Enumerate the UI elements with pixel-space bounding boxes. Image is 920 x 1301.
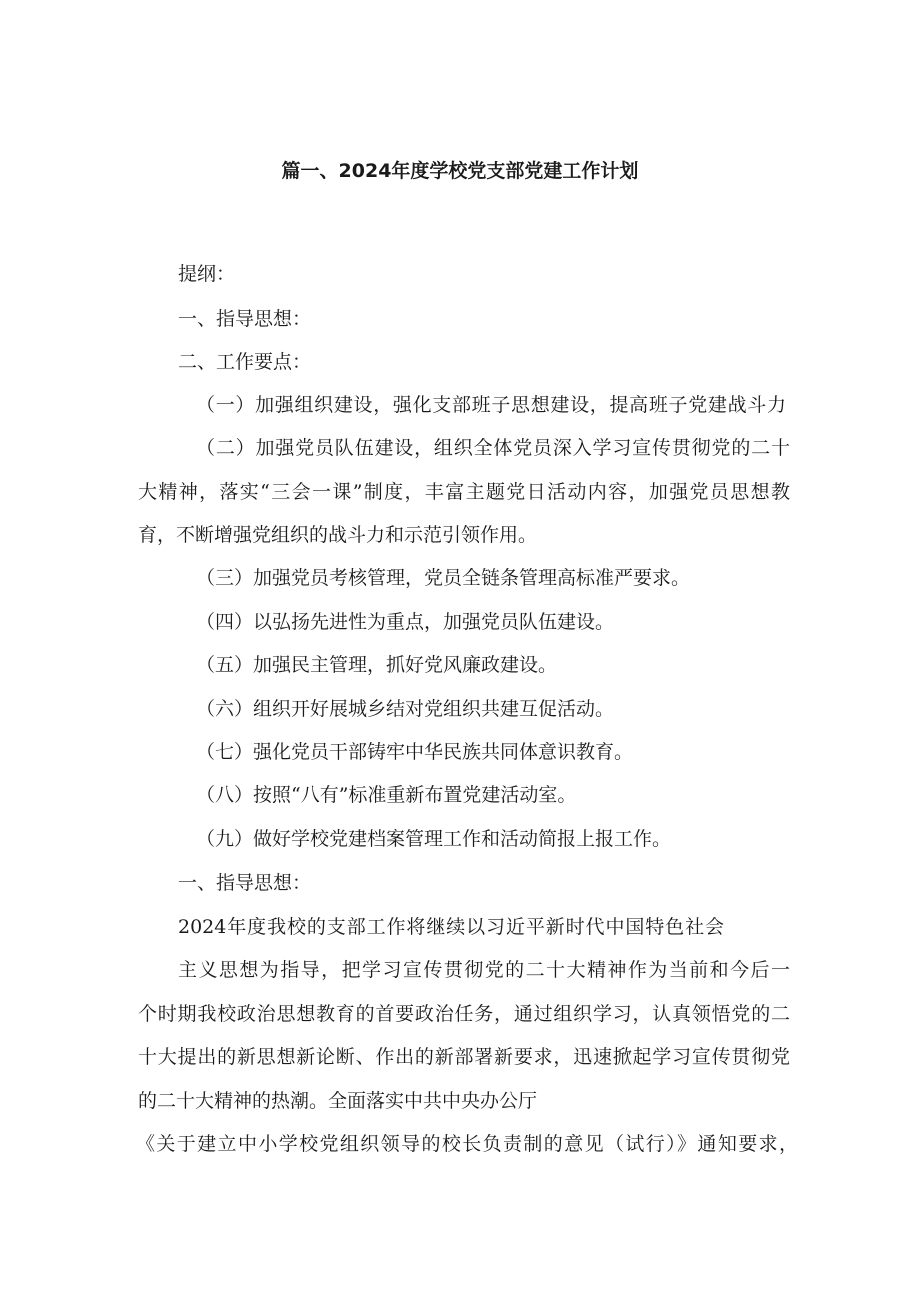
outline-item-9: （九）做好学校党建档案管理工作和活动简报上报工作。	[196, 828, 672, 850]
outline-item-1: （一）加强组织建设，强化支部班子思想建设，提高班子党建战斗力	[196, 394, 786, 416]
section-text-line-3: 个时期我校政治思想教育的首要政治任务，通过组织学习，认真领悟党的二	[138, 1003, 790, 1025]
outline-heading-guiding-thought: 一、指导思想：	[178, 308, 312, 330]
outline-item-2-line-3: 育，不断增强党组织的战斗力和示范引领作用。	[138, 524, 538, 546]
section-heading-guiding-thought: 一、指导思想：	[178, 872, 312, 894]
outline-item-5: （五）加强民主管理，抓好党风廉政建设。	[196, 654, 558, 676]
outline-heading-work-points: 二、工作要点：	[178, 351, 312, 373]
outline-item-3: （三）加强党员考核管理，党员全链条管理高标准严要求。	[196, 567, 691, 589]
section-text-line-5: 的二十大精神的热潮。全面落实中共中央办公厅	[138, 1090, 538, 1112]
section-text-line-6: 《关于建立中小学校党组织领导的校长负责制的意见（试行）》通知要求，	[136, 1133, 798, 1155]
outline-item-7: （七）强化党员干部铸牢中华民族共同体意识教育。	[196, 741, 634, 763]
outline-item-8: （八）按照“八有”标准重新布置党建活动室。	[196, 784, 577, 806]
outline-label: 提纲：	[178, 263, 236, 285]
outline-item-6: （六）组织开好展城乡结对党组织共建互促活动。	[196, 698, 615, 720]
section-text-line-4: 十大提出的新思想新论断、作出的新部署新要求，迅速掀起学习宣传贯彻党	[138, 1046, 790, 1068]
outline-item-2-line-1: （二）加强党员队伍建设，组织全体党员深入学习宣传贯彻党的二十	[196, 437, 790, 459]
document-title: 篇一、2024年度学校党支部党建工作计划	[281, 160, 639, 182]
section-text-line-1: 2024年度我校的支部工作将继续以习近平新时代中国特色社会	[178, 916, 724, 938]
section-text-line-2: 主义思想为指导，把学习宣传贯彻党的二十大精神作为当前和今后一	[178, 959, 790, 981]
outline-item-4: （四）以弘扬先进性为重点，加强党员队伍建设。	[196, 611, 615, 633]
outline-item-2-line-2: 大精神，落实“三会一课”制度，丰富主题党日活动内容，加强党员思想教	[138, 481, 790, 503]
